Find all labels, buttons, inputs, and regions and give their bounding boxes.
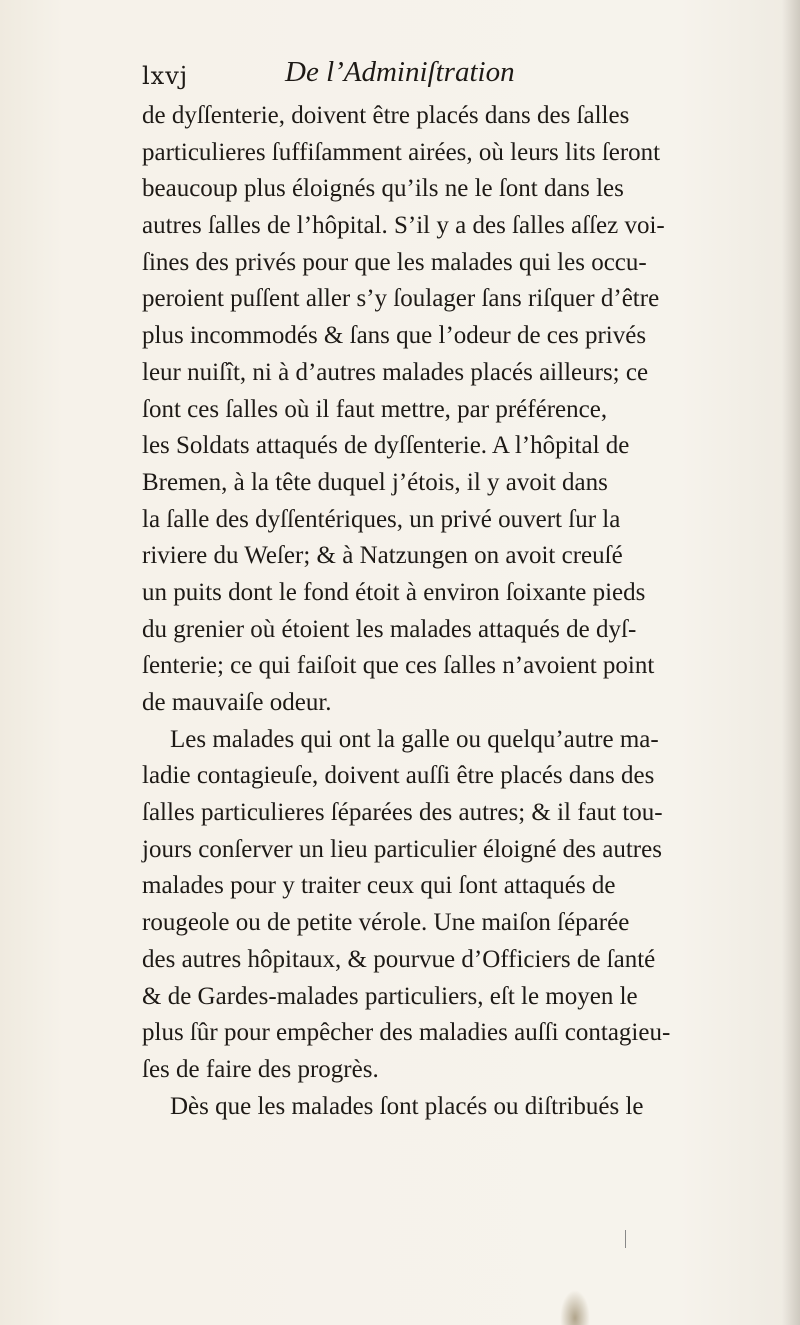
text-line: ſenterie; ce qui faiſoit que ces ſalles n’avoient point <box>142 652 655 680</box>
text-line: ladie contagieuſe, doivent auſſi être placés dans des <box>142 762 655 790</box>
text-line: malades pour y traiter ceux qui ſont attaqués de <box>142 872 616 900</box>
text-line: peroient puſſent aller s’y ſoulager ſans riſquer d’être <box>142 285 660 313</box>
text-line: des autres hôpitaux, & pourvue d’Officiers de ſanté <box>142 945 656 973</box>
running-title: De l’Adminiſtration <box>285 56 515 88</box>
text-line: plus ſûr pour empêcher des maladies auſſi contagieu- <box>142 1019 671 1047</box>
paragraph-start-line: Les malades qui ont la galle ou quelqu’autre ma- <box>170 725 659 753</box>
text-line: ſalles particulieres ſéparées des autres; & il faut tou- <box>142 799 663 827</box>
text-line: la ſalle des dyſſentériques, un privé ouvert ſur la <box>142 505 621 533</box>
text-line: leur nuiſît, ni à d’autres malades placés ailleurs; ce <box>142 358 649 386</box>
text-line: jours conſerver un lieu particulier éloigné des autres <box>142 835 662 863</box>
paper-stain <box>560 1290 590 1325</box>
page-header <box>142 52 662 102</box>
text-line: ſes de faire des progrès. <box>142 1055 379 1083</box>
text-line: Bremen, à la tête duquel j’étois, il y avoit dans <box>142 468 608 496</box>
page-number: lxvj <box>142 62 189 90</box>
text-line: riviere du Weſer; & à Natzungen on avoit creuſé <box>142 542 623 570</box>
text-line: plus incommodés & ſans que l’odeur de ces privés <box>142 322 647 350</box>
text-line: les Soldats attaqués de dyſſenterie. A l’hôpital de <box>142 432 630 460</box>
text-line: rougeole ou de petite vérole. Une maiſon ſéparée <box>142 909 630 937</box>
text-line: & de Gardes-malades particuliers, eſt le moyen le <box>142 982 638 1010</box>
paper-mark <box>625 1230 626 1248</box>
text-line: ſines des privés pour que les malades qui les occu- <box>142 248 647 276</box>
body-text <box>142 98 792 1125</box>
text-line: de dyſſenterie, doivent être placés dans des ſalles <box>142 102 630 129</box>
text-line: du grenier où étoient les malades attaqués de dyſ- <box>142 615 637 643</box>
text-line: ſont ces ſalles où il faut mettre, par préférence, <box>142 395 608 423</box>
text-line: un puits dont le fond étoit à environ ſoixante pieds <box>142 578 646 606</box>
text-line: autres ſalles de l’hôpital. S’il y a des ſalles aſſez voi- <box>142 212 665 240</box>
text-line: particulieres ſuffiſamment airées, où leurs lits ſeront <box>142 138 661 166</box>
paragraph-start-line: Dès que les malades ſont placés ou diſtribués le <box>170 1092 644 1120</box>
text-line: beaucoup plus éloignés qu’ils ne le ſont dans les <box>142 175 624 203</box>
text-line: de mauvaiſe odeur. <box>142 689 332 716</box>
